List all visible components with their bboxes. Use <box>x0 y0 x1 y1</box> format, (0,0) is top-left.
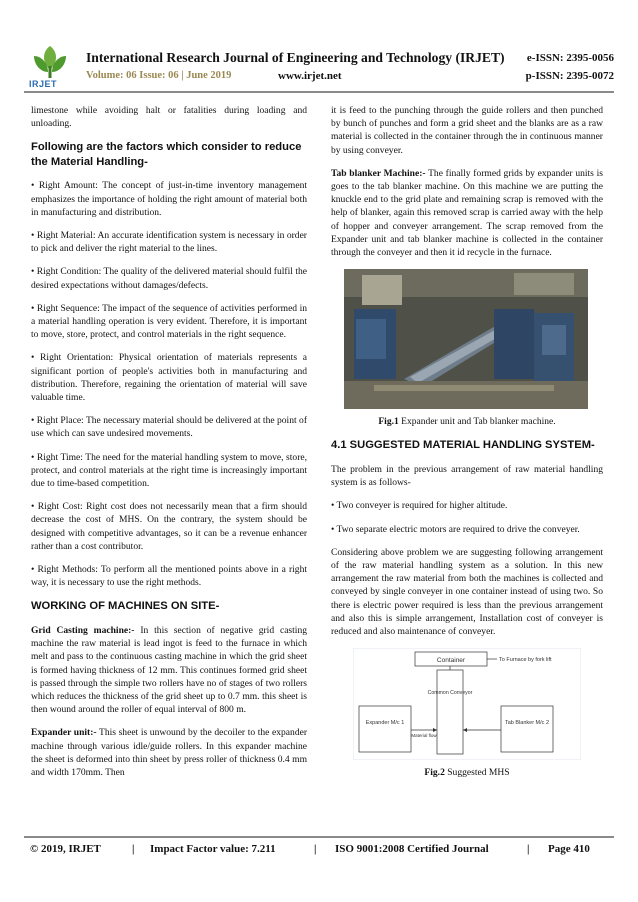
figure-1-caption <box>331 415 603 428</box>
e-issn: e-ISSN: 2395-0056 <box>526 52 614 64</box>
website-link[interactable]: www.irjet.net <box>278 70 342 82</box>
paragraph: Considering above problem we are suggesting following arrangement of the raw material handling system as a solution. In this new arrangement the raw material from both the machines is collected and conveyed by single conveyer in one container instead of using two. So there is electric power required is less than the previous arrangement and also this is simple arrangement, Installation cost of conveyer is reduced and also maintenance of conveyer. <box>331 546 603 637</box>
figure-label: Fig.1 <box>378 416 399 428</box>
bullet-item: • Right Orientation: Physical orientation of materials represents a significant portion of people's activities both in manufacturing and distribution. Therefore, regaining the orientation of material will save valuable time. <box>31 352 307 404</box>
bullet-item: • Right Methods: To perform all the mentioned points above in a right way, it is necessary to use the right methods. <box>31 564 307 589</box>
container-label: Container <box>436 657 466 665</box>
section-heading-suggested: 4.1 SUGGESTED MATERIAL HANDLING SYSTEM- <box>331 439 595 452</box>
paragraph-grid-casting <box>31 624 307 716</box>
term-text: The finally formed grids by expander units is goes to the tab blanker machine. On this machine we are putting the knuckle end to the grid plate and remaining scrap is removed with the help of blanker, again this removed scrap is carried away with the help of hopper and conveyer arrangement. The scrap removed from the Expander unit and tab blanker machine is collected in the container through the conveyer and then it id recycle in the furnace. <box>331 167 603 259</box>
term-label: Tab blanker Machine:- <box>331 167 426 179</box>
figure-2-caption <box>331 766 603 779</box>
term-label: Grid Casting machine:- <box>31 624 135 636</box>
paragraph: limestone while avoiding halt or fatalities during loading and unloading. <box>31 105 307 130</box>
footer-page-number: Page 410 <box>548 843 590 855</box>
header-rule <box>24 91 614 93</box>
bullet-item: • Right Time: The need for the material handling system to move, store, protect, and control materials at the right time is increasingly important due to time-based competition. <box>31 451 307 490</box>
term-text: This sheet is unwound by the decoiler to the expander machine through various idle/guide rollers. In this expander machine the sheet is deformed into thin sheet by press roller of thickness 0.4 mm and width 170mm. Then <box>31 727 308 779</box>
bullet-item: • Right Condition: The quality of the delivered material should fulfil the desired expectations without damages/defects. <box>31 266 307 291</box>
footer-separator: | <box>527 843 530 855</box>
bullet-item: • Two separate electric motors are required to drive the conveyer. <box>331 523 580 535</box>
p-issn: p-ISSN: 2395-0072 <box>525 70 614 82</box>
bullet-item: • Right Material: An accurate identification system is necessary in order to pick and deliver the right material to the lines. <box>31 230 307 255</box>
footer-copyright: © 2019, IRJET <box>30 843 101 855</box>
footer-rule <box>24 836 614 838</box>
page-header <box>0 0 638 92</box>
journal-title: International Research Journal of Engineering and Technology (IRJET) <box>86 50 505 65</box>
mhs-flow-diagram <box>353 648 581 760</box>
paragraph-tab-blanker <box>331 167 603 259</box>
footer-separator: | <box>132 843 135 855</box>
figure-caption-text: Suggested MHS <box>444 767 510 779</box>
expander-box <box>359 706 411 752</box>
section-heading-factors: Following are the factors which consider to reduce the Material Handling- <box>31 141 302 168</box>
term-label: Expander unit:- <box>31 727 97 739</box>
machine-photo-illustration <box>344 269 588 409</box>
bullet-item: • Two conveyer is required for higher altitude. <box>331 500 508 512</box>
paragraph: The problem in the previous arrangement of raw material handling system is as follows- <box>331 463 603 489</box>
paragraph: it is feed to the punching through the guide rollers and then punched by bunch of punches and form a grid sheet and the blanks are as a raw material is collected in the container through the in continuous manner by using conveyer. <box>331 105 603 156</box>
logo-text: IRJET <box>29 79 58 89</box>
bullet-item: • Right Amount: The concept of just-in-time inventory management emphasizes the importance of holding the right amount of material both in manufacturing and distribution. <box>31 180 307 218</box>
page-footer <box>24 843 614 857</box>
tab-blanker-box <box>501 706 553 752</box>
footer-impact-factor: Impact Factor value: 7.211 <box>150 843 276 855</box>
figure-1-photo <box>344 269 588 409</box>
section-heading-working: WORKING OF MACHINES ON SITE- <box>31 600 220 613</box>
right-column <box>331 104 603 789</box>
material-flow-label: Material flow <box>411 733 437 739</box>
bullet-item: • Right Sequence: The impact of the sequence of activities performed in a material handling operation is very evident. Therefore, it is important to move, store, protect, and control materials in the right sequence. <box>31 302 307 341</box>
term-text: In this section of negative grid casting machine the raw material is lead ingot is feed to the furnace in which melt and pass to the continuous casting machine in which the grid sheet is formed having thickness of 12 mm. This continues formed grid sheet is passed through the simple two rollers have no of stages of two rollers which reduces the thickness of the grid sheet up to 0.7 mm. this sheet is then wound around the roller of equal interval of 800 m. <box>31 624 307 716</box>
paragraph-expander <box>31 726 307 779</box>
to-furnace-label: To Furnace by fork lift <box>499 657 552 664</box>
common-conveyor-box <box>437 670 463 754</box>
figure-2-diagram <box>353 648 581 760</box>
left-column <box>31 104 307 789</box>
figure-label: Fig.2 <box>424 767 445 779</box>
figure-caption-text: Expander unit and Tab blanker machine. <box>398 416 556 428</box>
tab-blanker-label: Tab Blanker M/c 2 <box>504 720 550 727</box>
footer-iso: ISO 9001:2008 Certified Journal <box>335 843 489 855</box>
footer-separator: | <box>314 843 317 855</box>
bullet-item: • Right Place: The necessary material should be delivered at the point of use which can save undesired movements. <box>31 415 307 440</box>
volume-issue: Volume: 06 Issue: 06 | June 2019 <box>86 70 232 81</box>
common-conveyor-label: Common Conveyor <box>427 690 473 697</box>
expander-label: Expander M/c 1 <box>365 720 405 727</box>
bullet-item: • Right Cost: Right cost does not necessarily mean that a firm should decrease the cost of MHS. On the contrary, the system should be designed with competitive advantages, so it can be a revenue enhancer rather than a cost contributor. <box>31 501 307 552</box>
